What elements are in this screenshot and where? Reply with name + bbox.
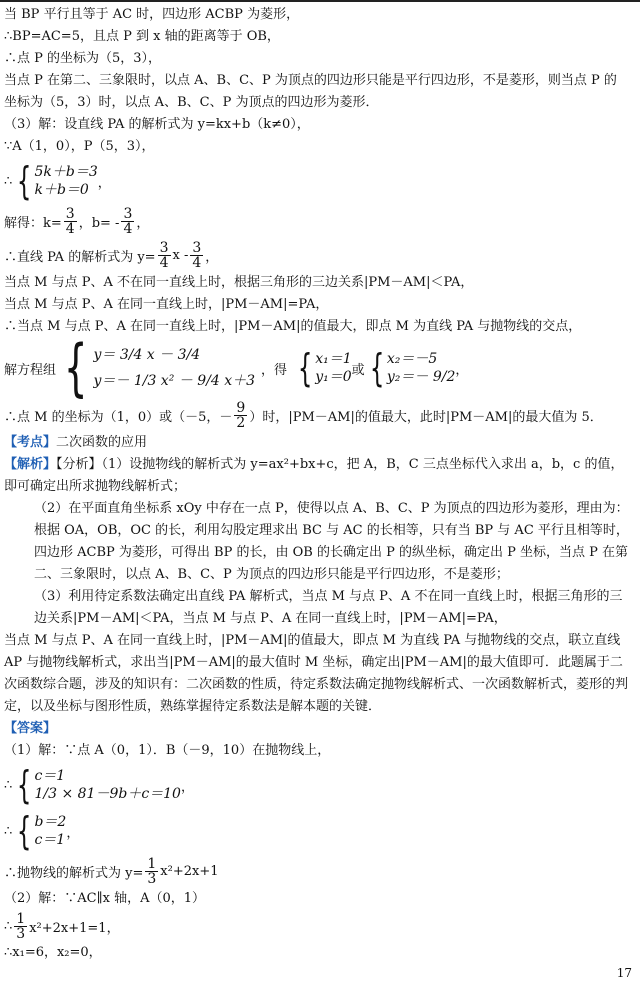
equation-system-5: ∴ { c＝1 1/3 × 81－9b＋c＝10 ， — [4, 763, 194, 807]
point-m-result: ∴点 M 的坐标为（1，0）或（－5，－ $\frac{9}{2}$ ）时，|PM－AM|的值最大，此时|PM－AM|的最大值为 5． — [4, 399, 603, 431]
system-row: y＝－ 1/3 x² － 9/4 x＋3 — [93, 373, 256, 389]
line-pa-expression: ∴直线 PA 的解析式为 y= $\frac{3}{4}$ x - $\frac{3}{4}$ ， — [4, 239, 219, 271]
system-row: c＝1 — [34, 832, 66, 848]
text-line: ∴x₁=6，x₂=0， — [4, 945, 102, 960]
system-row: x₁＝1 — [315, 351, 352, 367]
system-row: y₂＝－ 9/2 — [386, 369, 456, 385]
system-row: k＋b＝0 — [34, 182, 89, 198]
text-line: ∵A（1，0），P（5，3）， — [4, 139, 155, 154]
equation-system-6: ∴ { b＝2 c＝1 ， — [4, 809, 80, 853]
text-line: 当点 M 与点 P、A 不在同一直线上时，根据三角形的三边关系|PM－AM|＜PA， — [4, 275, 474, 290]
analysis-paragraph: （2）在平面直角坐标系 xOy 中存在一点 P，使得以点 A、B、C、P 为顶点的四边形为菱形，理由为：根据 OA，OB，OC 的长，利用勾股定理求出 BC 与 AC 的长相等，只有当 BP 与 AC 平行且相等时，四边形 ACBP 为菱形，可得出 BP 的长，由 OB 的长确定出 P 的纵坐标，确定出 P 坐标，当点 P 在第二、三象限时，以点 A、B、C、P 为顶点的四边形只能是平行四边形，不是菱形； — [34, 501, 629, 582]
system-row: c＝1 — [34, 768, 66, 784]
system-row: 5k＋b＝3 — [34, 164, 98, 180]
system-row: y₁＝0 — [315, 369, 352, 385]
fraction: $\frac{3}{4}$ — [123, 205, 133, 237]
equation-system-1: ∴ { 5k＋b＝3 k＋b＝0 ， — [4, 159, 111, 203]
daan-line — [4, 718, 630, 740]
jiexi-tag: 【解析】 — [4, 457, 57, 472]
system-row: 1/3 × 81－9b＋c＝10 — [34, 786, 181, 802]
fraction: $\frac{1}{3}$ — [147, 855, 157, 887]
system-row: b＝2 — [34, 814, 67, 830]
daan-tag: 【答案】 — [4, 721, 57, 736]
system-row: x₂＝－5 — [386, 351, 438, 367]
jiexi-paragraph: 【解析】【分析】（1）设抛物线的解析式为 y=ax²+bx+c，把 A，B，C 三点坐标代入求出 a，b，c 的值，即可确定出所求抛物线解析式； — [4, 457, 624, 494]
fraction: $\frac{3}{4}$ — [159, 239, 169, 271]
equation-line: ∴ $\frac{1}{3}$ x²+2x+1=1， — [4, 910, 120, 942]
text-line: 坐标为（5，3）时，以点 A、B、C、P 为顶点的四边形为菱形． — [4, 95, 379, 110]
fraction: $\frac{3}{4}$ — [192, 239, 202, 271]
top-rule — [0, 0, 640, 2]
solution-k-b: 解得：k= $\frac{3}{4}$ ，b= - $\frac{3}{4}$ ， — [4, 205, 150, 237]
text-line: 当点 P 在第二、三象限时，以点 A、B、C、P 为顶点的四边形只能是平行四边形，不是菱形，则当点 P 的 — [4, 73, 617, 88]
kaodian-tag: 【考点】 — [4, 435, 57, 450]
text-line: ∴BP=AC=5，且点 P 到 x 轴的距离等于 OB， — [4, 29, 280, 44]
text-line: ∴当点 M 与点 P、A 在同一直线上时，|PM－AM|的值最大，即点 M 为直线 PA 与抛物线的交点， — [4, 319, 582, 334]
text-line: 当点 M 与点 P、A 在同一直线上时，|PM－AM|=PA， — [4, 297, 329, 312]
parabola-expression: ∴抛物线的解析式为 y= $\frac{1}{3}$ x²+2x+1 — [4, 855, 219, 887]
fraction: $\frac{3}{4}$ — [65, 205, 75, 237]
analysis-paragraph: 当点 M 与点 P、A 在同一直线上时，|PM－AM|的值最大，即点 M 为直线 PA 与抛物线的交点，联立直线 AP 与抛物线解析式，求出当|PM－AM|的最大值时 M 坐标，确定出|PM－AM|的最大值即可．此题属于二次函数综合题，涉及的知识有：二次函数的性质，待定系数法确定抛物线解析式、一次函数解析式，菱形的判定，以及坐标与图形性质，熟练掌握待定系数法是解本题的关键． — [4, 633, 629, 714]
text-line: ∴点 P 的坐标为（5，3）， — [4, 51, 162, 66]
kaodian-line: 【考点】二次函数的应用 — [4, 435, 148, 450]
text-line: （2）解：∵AC∥x 轴，A（0，1） — [4, 891, 206, 906]
text-line: （1）解：∵点 A（0，1）．B（－9，10）在抛物线上， — [4, 743, 331, 758]
fraction: $\frac{1}{3}$ — [16, 910, 26, 942]
equation-system-2: 解方程组 { y＝ 3/4 x － 3/4 y＝－ 1/3 x² － 9/4 x＋3 ，得 { x₁＝1 y₁＝0 或 { x₂＝－5 y₂＝－ 9/2 ， — [4, 331, 469, 404]
system-row: y＝ 3/4 x － 3/4 — [93, 347, 201, 363]
document-page — [4, 4, 630, 964]
text-line: 当 BP 平行且等于 AC 时，四边形 ACBP 为菱形， — [4, 7, 300, 22]
fraction: $\frac{9}{2}$ — [236, 399, 246, 431]
therefore-symbol: ∴ — [4, 173, 13, 189]
analysis-paragraph: （3）利用待定系数法确定出直线 PA 解析式，当点 M 与点 P、A 不在同一直线上时，根据三角形的三边关系|PM－AM|＜PA，当点 M 与点 P、A 在同一直线上时，|PM－AM|=PA， — [34, 589, 623, 626]
text-line: （3）解：设直线 PA 的解析式为 y=kx+b（k≠0）， — [4, 117, 310, 132]
page-number: 17 — [616, 966, 632, 980]
